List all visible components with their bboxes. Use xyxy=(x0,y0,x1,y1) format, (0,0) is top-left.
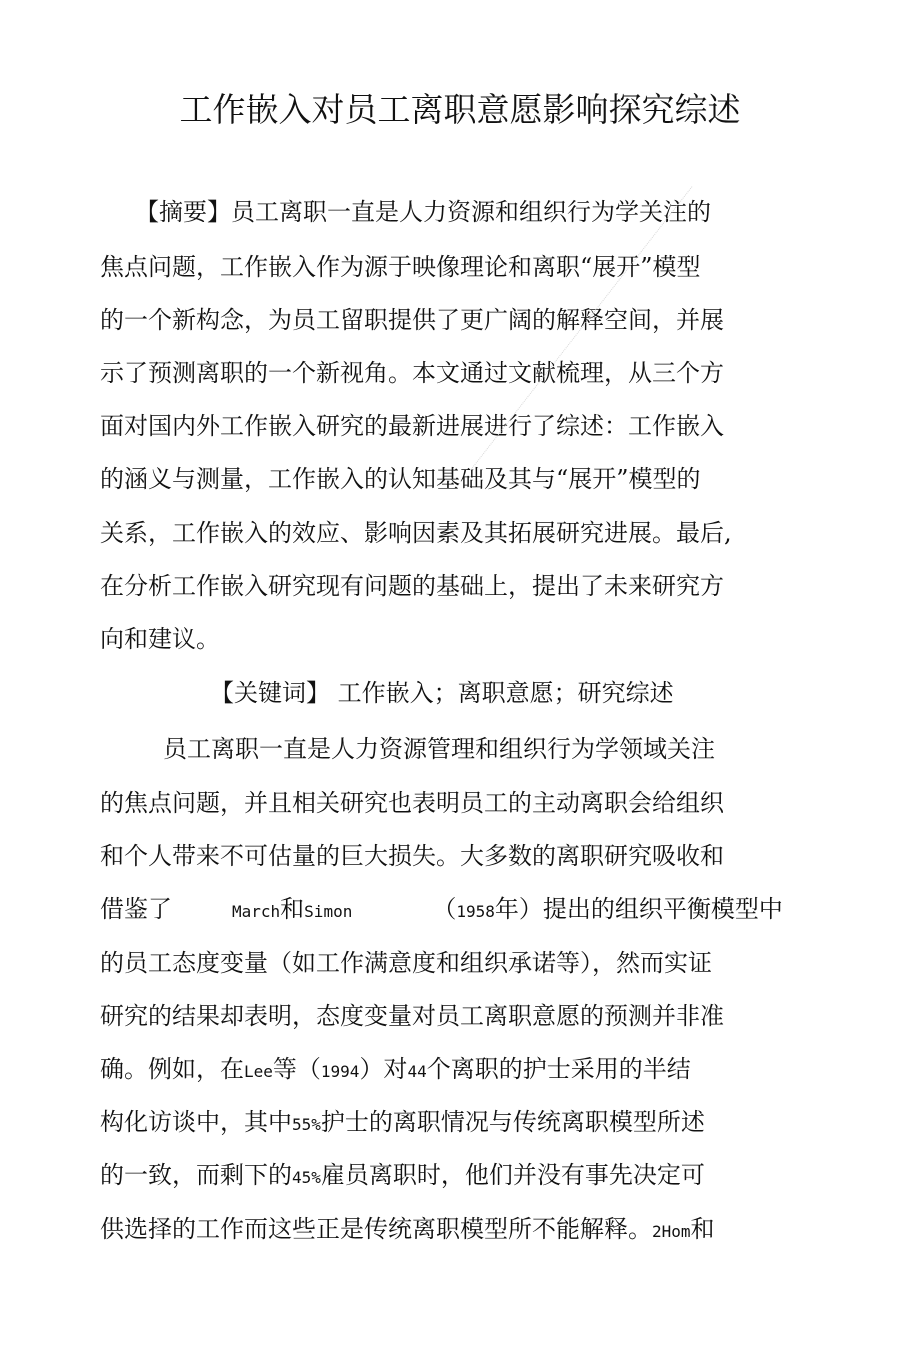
text-run: 构化访谈中，其中 xyxy=(100,1108,292,1136)
text-run: 和 xyxy=(280,895,305,923)
body-line xyxy=(100,1054,691,1087)
body-line: 员工离职一直是人力资源管理和组织行为学领域关注 xyxy=(163,735,715,763)
text-run: ）对 xyxy=(359,1055,408,1083)
author-name: Lee xyxy=(244,1062,273,1081)
count: 44 xyxy=(407,1062,427,1081)
keywords-line: 【关键词】 工作嵌入；离职意愿；研究综述 xyxy=(210,679,674,707)
text-run: 护士的离职情况与传统离职模型所述 xyxy=(320,1108,705,1136)
body-line xyxy=(100,894,783,927)
text-run: 雇员离职时，他们并没有事先决定可 xyxy=(320,1161,705,1189)
abstract-line: 在分析工作嵌入研究现有问题的基础上，提出了未来研究方 xyxy=(100,572,724,600)
document-title: 工作嵌入对员工离职意愿影响探究综述 xyxy=(179,90,741,129)
text-run: 个离职的护士采用的半结 xyxy=(426,1055,691,1083)
text-run: 年）提出的组织平衡模型中 xyxy=(494,895,783,923)
percentage: 55% xyxy=(292,1115,321,1134)
abstract-line: 向和建议。 xyxy=(100,625,220,653)
author-name: Simon xyxy=(304,902,353,921)
body-line xyxy=(100,1107,705,1140)
abstract-line: 关系，工作嵌入的效应、影响因素及其拓展研究进展。最后, xyxy=(100,519,732,547)
year: 1994 xyxy=(320,1062,360,1081)
text-run: 确。例如，在 xyxy=(100,1055,244,1083)
text-run: 和 xyxy=(690,1215,715,1243)
body-line: 的焦点问题，并且相关研究也表明员工的主动离职会给组织 xyxy=(100,789,724,817)
body-line: 和个人带来不可估量的巨大损失。大多数的离职研究吸收和 xyxy=(100,842,724,870)
text-run: 等（ xyxy=(272,1055,321,1083)
body-line: 研究的结果却表明，态度变量对员工离职意愿的预测并非准 xyxy=(100,1002,724,1030)
text-run: 供选择的工作而这些正是传统离职模型所不能解释。 xyxy=(100,1215,652,1243)
abstract-line: 面对国内外工作嵌入研究的最新进展进行了综述：工作嵌入 xyxy=(100,412,724,440)
text-run: 借鉴了 xyxy=(100,895,172,923)
abstract-line: 【摘要】员工离职一直是人力资源和组织行为学关注的 xyxy=(135,198,711,226)
abstract-line: 的一个新构念，为员工留职提供了更广阔的解释空间，并展 xyxy=(100,306,724,334)
citation: 2Hom xyxy=(652,1222,691,1241)
author-name: March xyxy=(232,902,281,921)
year: 1958 xyxy=(456,902,495,921)
body-line xyxy=(100,1214,715,1247)
text-run: 的一致，而剩下的 xyxy=(100,1161,292,1189)
body-line xyxy=(100,1160,705,1193)
percentage: 45% xyxy=(292,1168,321,1187)
text-run: （ xyxy=(432,895,457,923)
body-line: 的员工态度变量（如工作满意度和组织承诺等），然而实证 xyxy=(100,949,712,977)
abstract-line: 的涵义与测量，工作嵌入的认知基础及其与“展开”模型的 xyxy=(100,465,701,493)
abstract-line: 示了预测离职的一个新视角。本文通过文献梳理，从三个方 xyxy=(100,359,724,387)
abstract-line: 焦点问题，工作嵌入作为源于映像理论和离职“展开”模型 xyxy=(100,253,701,281)
